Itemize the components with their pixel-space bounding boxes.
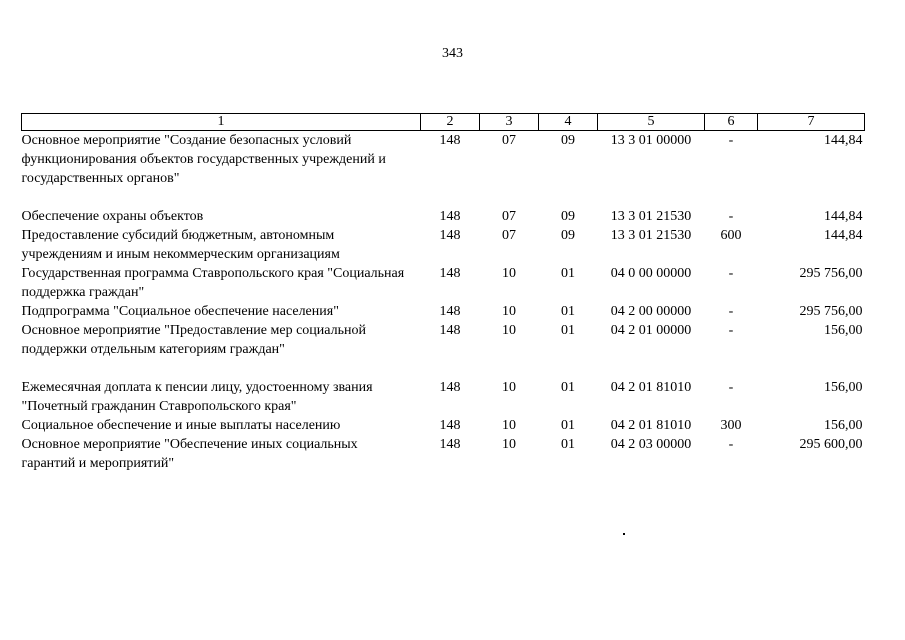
cell-col-6: - — [728, 133, 734, 148]
cell-name: Обеспечение охраны объектов — [21, 209, 204, 224]
header-col-7: 7 — [758, 114, 865, 131]
cell-col-7: 156,00 — [824, 380, 863, 395]
table-row — [22, 416, 865, 435]
cell-col-3: 10 — [502, 304, 516, 319]
header-col-3: 3 — [480, 114, 539, 131]
spacer-cell — [22, 188, 865, 207]
row-spacer — [22, 188, 865, 207]
row-spacer — [22, 359, 865, 378]
cell-col-7: 144,84 — [824, 133, 863, 148]
cell-col-3: 10 — [502, 418, 516, 433]
cell-col-3: 10 — [502, 437, 516, 452]
cell-col-6: - — [728, 304, 734, 319]
cell-col-7: 156,00 — [824, 323, 863, 338]
cell-col-6: - — [728, 437, 734, 452]
cell-col-3: 07 — [502, 133, 516, 148]
cell-col-7: 295 756,00 — [799, 304, 863, 319]
header-col-2: 2 — [421, 114, 480, 131]
table-header-row — [22, 114, 865, 131]
cell-col-5: 04 2 00 00000 — [610, 304, 692, 319]
table-row — [22, 131, 865, 189]
cell-col-2: 148 — [439, 323, 461, 338]
cell-name: Государственная программа Ставропольского края "Социальная поддержка граждан" — [21, 266, 405, 300]
header-col-6: 6 — [705, 114, 758, 131]
table-row — [22, 207, 865, 226]
cell-col-5: 13 3 01 00000 — [610, 133, 692, 148]
cell-name: Основное мероприятие "Создание безопасных условий функционирования объектов государственных учреждений и государственных органов" — [21, 133, 386, 186]
cell-name: Подпрограмма "Социальное обеспечение населения" — [21, 304, 339, 319]
cell-col-2: 148 — [439, 209, 461, 224]
page-number: 343 — [442, 46, 463, 61]
cell-col-7: 144,84 — [824, 228, 863, 243]
cell-col-6: - — [728, 380, 734, 395]
cell-name: Основное мероприятие "Обеспечение иных социальных гарантий и мероприятий" — [21, 437, 358, 471]
cell-col-4: 01 — [561, 323, 575, 338]
cell-name: Социальное обеспечение и иные выплаты населению — [21, 418, 341, 433]
spacer-cell — [22, 359, 865, 378]
cell-col-3: 07 — [502, 228, 516, 243]
cell-col-6: - — [728, 209, 734, 224]
cell-col-5: 04 0 00 00000 — [610, 266, 692, 281]
cell-col-2: 148 — [439, 304, 461, 319]
cell-col-7: 295 600,00 — [799, 437, 863, 452]
cell-col-3: 10 — [502, 380, 516, 395]
table-row — [22, 302, 865, 321]
cell-col-4: 09 — [561, 133, 575, 148]
cell-col-2: 148 — [439, 133, 461, 148]
cell-col-4: 01 — [561, 418, 575, 433]
cell-col-2: 148 — [439, 228, 461, 243]
cell-col-5: 04 2 01 00000 — [610, 323, 692, 338]
header-col-4: 4 — [539, 114, 598, 131]
header-col-5: 5 — [598, 114, 705, 131]
cell-col-5: 04 2 01 81010 — [610, 418, 692, 433]
cell-col-2: 148 — [439, 437, 461, 452]
cell-col-3: 10 — [502, 266, 516, 281]
table-row — [22, 435, 865, 473]
table-body — [22, 131, 865, 474]
table-row — [22, 226, 865, 264]
cell-name: Предоставление субсидий бюджетным, автономным учреждениям и иным некоммерческим организациям — [21, 228, 340, 262]
cell-col-6: - — [728, 266, 734, 281]
cell-col-7: 144,84 — [824, 209, 863, 224]
table-row — [22, 321, 865, 359]
stray-dot — [623, 533, 625, 535]
table-row — [22, 378, 865, 416]
cell-col-4: 09 — [561, 209, 575, 224]
cell-col-5: 04 2 01 81010 — [610, 380, 692, 395]
cell-col-5: 13 3 01 21530 — [610, 209, 692, 224]
cell-col-4: 01 — [561, 437, 575, 452]
cell-name: Основное мероприятие "Предоставление мер социальной поддержки отдельным категориям граждан" — [21, 323, 366, 357]
budget-table — [21, 113, 865, 473]
header-col-1: 1 — [22, 114, 421, 131]
table-row — [22, 264, 865, 302]
cell-col-2: 148 — [439, 380, 461, 395]
cell-col-2: 148 — [439, 266, 461, 281]
cell-col-6: 600 — [720, 228, 742, 243]
cell-col-4: 01 — [561, 380, 575, 395]
cell-col-3: 07 — [502, 209, 516, 224]
cell-col-6: - — [728, 323, 734, 338]
cell-col-3: 10 — [502, 323, 516, 338]
cell-col-4: 01 — [561, 266, 575, 281]
cell-col-7: 295 756,00 — [799, 266, 863, 281]
cell-col-2: 148 — [439, 418, 461, 433]
cell-col-6: 300 — [720, 418, 742, 433]
cell-col-4: 01 — [561, 304, 575, 319]
cell-col-4: 09 — [561, 228, 575, 243]
cell-col-7: 156,00 — [824, 418, 863, 433]
cell-col-5: 04 2 03 00000 — [610, 437, 692, 452]
cell-col-5: 13 3 01 21530 — [610, 228, 692, 243]
cell-name: Ежемесячная доплата к пенсии лицу, удостоенному звания "Почетный гражданин Ставропольского края" — [21, 380, 373, 414]
